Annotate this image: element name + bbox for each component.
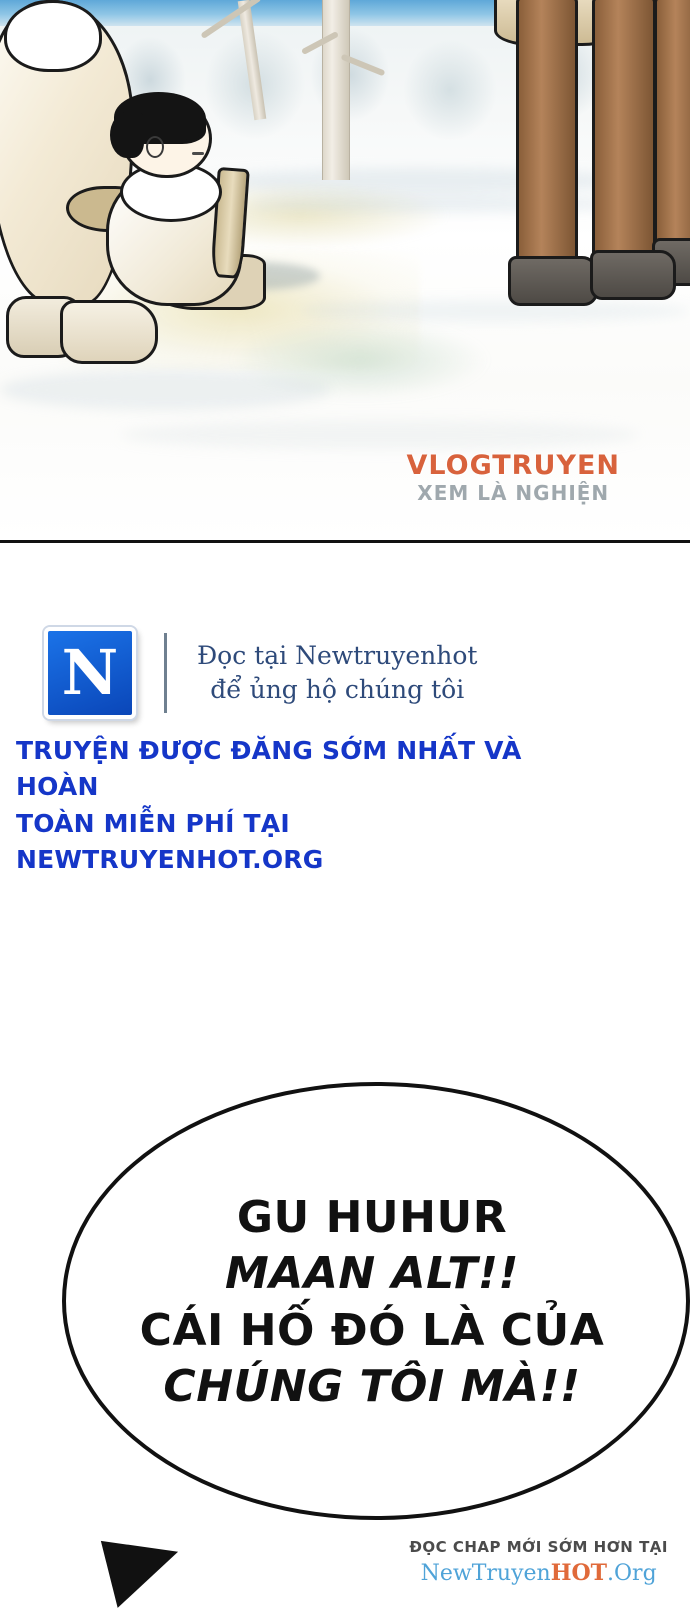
right-figure-boot: [508, 256, 598, 306]
center-boy-eye: [186, 134, 199, 141]
watermark-line-1: VLOGTRUYEN: [406, 450, 620, 481]
newtruyenhot-logo-icon: N: [44, 627, 136, 719]
bubble-line-4: CHÚNG TÔI MÀ!!: [163, 1360, 581, 1412]
logo-divider: [164, 633, 167, 713]
left-figure-fur-hood: [4, 0, 102, 72]
speech-bubble-text: [62, 1190, 682, 1415]
center-boy-mouth: [192, 152, 204, 155]
snow-shading-band: [120, 420, 640, 450]
right-figure-leg: [592, 0, 656, 264]
bubble-line-2: MAAN ALT!!: [225, 1248, 519, 1300]
speech-bubble-tail: [92, 1541, 178, 1615]
promo-serif-line-2: để ủng hộ chúng tôi: [210, 675, 465, 704]
credit-site-hot: HOT: [550, 1560, 608, 1586]
right-figure-leg: [654, 0, 690, 252]
snow-scene-panel: [0, 0, 690, 540]
promo-blue-line-1: TRUYỆN ĐƯỢC ĐĂNG SỚM NHẤT VÀ HOÀN: [16, 736, 522, 802]
snow-shading-band: [300, 300, 690, 322]
center-boy-ear: [146, 136, 164, 158]
tree-trunk-large: [322, 0, 350, 180]
bottom-credit: [409, 1538, 668, 1586]
credit-line-1: ĐỌC CHAP MỚI SỚM HƠN TẠI: [409, 1538, 668, 1556]
credit-site-prefix: NewTruyen: [420, 1561, 551, 1586]
promo-blue-line-2: TOÀN MIỄN PHÍ TẠI NEWTRUYENHOT.ORG: [16, 808, 324, 874]
vlogtruyen-watermark: [406, 452, 620, 503]
bubble-line-1: GU HUHUR: [236, 1192, 508, 1243]
right-figure-boot: [590, 250, 676, 300]
credit-site-suffix: .Org: [607, 1561, 657, 1586]
bubble-line-3: CÁI HỐ ĐÓ LÀ CỦA: [139, 1304, 605, 1356]
promo-blue-text: [16, 733, 556, 878]
right-figure-leg: [516, 0, 578, 274]
promo-logo-row: [44, 627, 477, 719]
watermark-line-2: XEM LÀ NGHIỆN: [417, 481, 610, 505]
snow-shading-band: [0, 370, 330, 410]
left-figure-boot: [60, 300, 158, 364]
promo-serif-line-1: Đọc tại Newtruyenhot: [197, 641, 478, 671]
credit-site: [409, 1560, 668, 1586]
promo-serif-text: [197, 639, 477, 707]
newtruyenhot-promo: [0, 543, 690, 1063]
center-boy-hair-back: [110, 112, 144, 158]
